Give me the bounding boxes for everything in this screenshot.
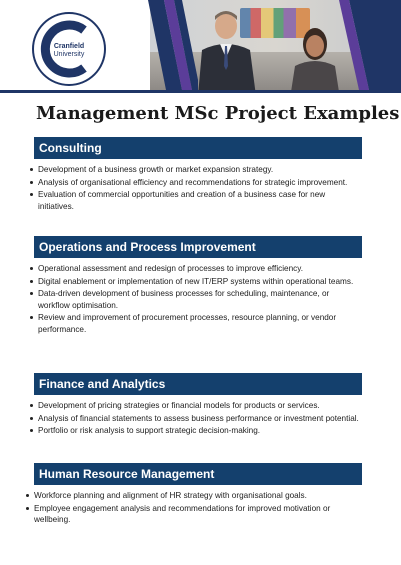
list-item: Portfolio or risk analysis to support strategic decision-making. xyxy=(28,425,368,437)
section-heading-finance: Finance and Analytics xyxy=(34,373,362,395)
photo-person-man xyxy=(190,6,260,90)
list-item: Review and improvement of procurement processes, resource planning, or vendor performance. xyxy=(28,312,358,335)
list-item: Data-driven development of business processes for scheduling, maintenance, or workflow optimisation. xyxy=(28,288,358,311)
list-item: Development of a business growth or market expansion strategy. xyxy=(28,164,354,176)
section-list-hr xyxy=(24,490,364,527)
list-item: Analysis of financial statements to assess business performance or investment potential. xyxy=(28,413,368,425)
list-item: Operational assessment and redesign of processes to improve efficiency. xyxy=(28,263,358,275)
header-stripes-graphic xyxy=(108,0,198,90)
list-item: Workforce planning and alignment of HR strategy with organisational goals. xyxy=(24,490,364,502)
section-list-operations xyxy=(28,263,358,336)
list-item: Employee engagement analysis and recommendations for improved motivation or wellbeing. xyxy=(24,503,364,526)
section-heading-hr: Human Resource Management xyxy=(34,463,362,485)
section-heading-operations: Operations and Process Improvement xyxy=(34,236,362,258)
header-right-band xyxy=(339,0,401,90)
header-rule xyxy=(0,90,401,93)
list-item: Analysis of organisational efficiency and recommendations for strategic improvement. xyxy=(28,177,354,189)
section-list-consulting xyxy=(28,164,354,213)
list-item: Digital enablement or implementation of new IT/ERP systems within operational teams. xyxy=(28,276,358,288)
list-item: Development of pricing strategies or financial models for products or services. xyxy=(28,400,368,412)
list-item: Evaluation of commercial opportunities and creation of a business case for new initiatives. xyxy=(28,189,354,212)
logo-line1: Cranfield xyxy=(53,43,85,50)
photo-person-woman xyxy=(285,22,345,90)
section-heading-consulting: Consulting xyxy=(34,137,362,159)
header-banner xyxy=(0,0,401,90)
page-title: Management MSc Project Examples xyxy=(36,103,400,124)
logo-line2: University xyxy=(53,51,85,58)
section-list-finance xyxy=(28,400,368,438)
university-logo xyxy=(34,14,104,84)
